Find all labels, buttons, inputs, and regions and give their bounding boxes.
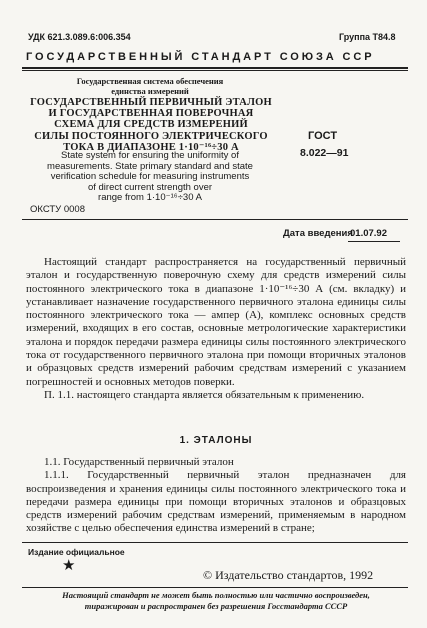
title-line: СИЛЫ ПОСТОЯННОГО ЭЛЕКТРИЧЕСКОГО — [34, 130, 268, 142]
paragraph: П. 1.1. настоящего стандарта является обязательным к применению. — [44, 388, 365, 401]
paragraph: 1.1. Государственный первичный эталон — [44, 456, 234, 468]
footer-rule — [22, 542, 408, 543]
header-rule-thin — [22, 70, 408, 71]
okstu-code: ОКСТУ 0008 — [30, 204, 85, 215]
english-line: verification schedule for measuring instruments — [50, 171, 250, 182]
notice-line: Настоящий стандарт не может быть полностью или частично воспроизведен, — [62, 590, 370, 600]
english-line: State system for ensuring the uniformity of — [61, 150, 239, 161]
reproduction-notice — [26, 590, 406, 611]
document-title — [26, 97, 276, 153]
intro-date-value: 01.07.92 — [350, 228, 387, 239]
english-title — [30, 151, 270, 204]
title-line: ТОКА В ДИАПАЗОНЕ 1·10⁻¹⁶÷30 А — [63, 141, 239, 153]
star-icon: ★ — [62, 558, 76, 574]
title-line: ГОСУДАРСТВЕННЫЙ ПЕРВИЧНЫЙ ЭТАЛОН — [30, 97, 272, 108]
system-line: единства измерений — [111, 86, 189, 96]
title-line: СХЕМА ДЛЯ СРЕДСТВ ИЗМЕРЕНИЙ — [54, 119, 248, 131]
copyright: © Издательство стандартов, 1992 — [203, 568, 374, 582]
section-text — [26, 456, 406, 536]
edition-label: Издание официальное — [28, 547, 125, 557]
system-line: Государственная система обеспечения — [76, 76, 224, 86]
gost-number: 8.022—91 — [300, 147, 349, 159]
paragraph: Настоящий стандарт распространяется на государственный первичный эталон и государственную поверочную схему для средств измерений силы постоянного электрического тока в диапазоне 1·10⁻¹⁶÷30 А (см. вкладку) и устанавливает назначение государственного первичного эталона единицы силы постоянного электрического тока — ампер (А), комплекс основных средств измерений, входящих в его состав, основные метрологические характеристики эталона и порядок передачи размера единицы силы постоянного электрического тока от государственного первичного эталона при помощи вторичных эталонов и образцовых средств измерений рабочим средствам измерений с указанием погрешностей и основных методов поверки. — [26, 256, 406, 388]
group-code: Группа Т84.8 — [339, 32, 396, 42]
english-line: measurements. State primary standard and state — [47, 160, 253, 172]
standard-banner: ГОСУДАРСТВЕННЫЙ СТАНДАРТ СОЮЗА ССР — [26, 51, 375, 63]
gost-label: ГОСТ — [308, 130, 338, 142]
intro-text — [26, 256, 406, 402]
section-heading: 1. ЭТАЛОНЫ — [179, 435, 253, 446]
footer-rule-bottom — [22, 587, 408, 588]
title-line: И ГОСУДАРСТВЕННАЯ ПОВЕРОЧНАЯ — [48, 108, 254, 120]
system-name — [40, 76, 260, 96]
udk-code: УДК 621.3.089.6:006.354 — [28, 32, 131, 42]
intro-date-underline — [348, 241, 400, 242]
paragraph: 1.1.1. Государственный первичный эталон предназначен для воспроизведения и хранения единицы силы постоянного электрического тока и передачи размера единицы при помощи вторичных эталонов и образцовых средств измерений рабочим средствам измерений, применяемым в народном хозяйстве с целью обеспечения единства измерений в стране; — [26, 469, 406, 535]
header-rule — [22, 67, 408, 69]
notice-line: тиражирован и распространен без разрешения Госстандарта СССР — [84, 600, 348, 611]
english-line: of direct current strength over — [87, 181, 213, 193]
title-rule — [22, 219, 408, 220]
english-line: range from 1·10⁻¹⁶÷30 A — [98, 192, 202, 203]
intro-date-label: Дата введения — [283, 228, 353, 239]
